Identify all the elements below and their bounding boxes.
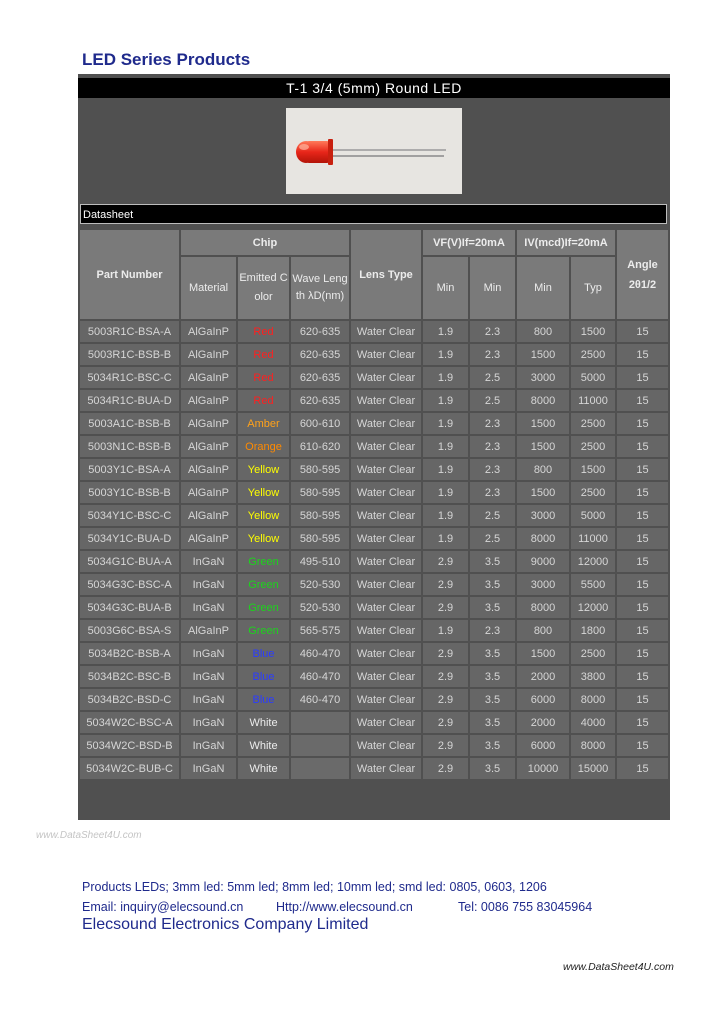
cell-vf-max: 3.5 bbox=[470, 712, 515, 733]
cell-lens-type: Water Clear bbox=[351, 597, 421, 618]
cell-vf-min: 1.9 bbox=[423, 482, 468, 503]
header-material: Material bbox=[181, 257, 236, 319]
cell-angle: 15 bbox=[617, 528, 668, 549]
cell-part-number: 5034G3C-BUA-B bbox=[80, 597, 179, 618]
cell-part-number: 5034B2C-BSC-B bbox=[80, 666, 179, 687]
page-title: LED Series Products bbox=[82, 50, 251, 69]
cell-vf-min: 1.9 bbox=[423, 367, 468, 388]
cell-wave-length bbox=[291, 712, 349, 733]
footer-products: Products LEDs; 3mm led: 5mm led; 8mm led; 10mm led; smd led: 0805, 0603, 1206 bbox=[82, 880, 547, 894]
cell-angle: 15 bbox=[617, 390, 668, 411]
cell-part-number: 5003A1C-BSB-B bbox=[80, 413, 179, 434]
cell-iv-typ: 2500 bbox=[571, 643, 615, 664]
cell-vf-max: 2.3 bbox=[470, 344, 515, 365]
cell-vf-min: 1.9 bbox=[423, 344, 468, 365]
cell-part-number: 5034W2C-BSC-A bbox=[80, 712, 179, 733]
cell-iv-min: 1500 bbox=[517, 643, 569, 664]
cell-iv-typ: 1800 bbox=[571, 620, 615, 641]
cell-emitted-color: Red bbox=[238, 390, 289, 411]
cell-wave-length: 520-530 bbox=[291, 574, 349, 595]
cell-iv-typ: 5000 bbox=[571, 367, 615, 388]
cell-lens-type: Water Clear bbox=[351, 620, 421, 641]
cell-lens-type: Water Clear bbox=[351, 390, 421, 411]
cell-part-number: 5003Y1C-BSA-A bbox=[80, 459, 179, 480]
table-row bbox=[80, 620, 668, 641]
cell-part-number: 5003G6C-BSA-S bbox=[80, 620, 179, 641]
cell-lens-type: Water Clear bbox=[351, 505, 421, 526]
cell-vf-max: 2.3 bbox=[470, 413, 515, 434]
cell-wave-length: 620-635 bbox=[291, 321, 349, 342]
cell-emitted-color: Amber bbox=[238, 413, 289, 434]
cell-lens-type: Water Clear bbox=[351, 459, 421, 480]
cell-lens-type: Water Clear bbox=[351, 735, 421, 756]
cell-iv-min: 6000 bbox=[517, 689, 569, 710]
cell-emitted-color: Blue bbox=[238, 689, 289, 710]
footer-website[interactable]: Http://www.elecsound.cn bbox=[276, 900, 413, 914]
cell-iv-min: 6000 bbox=[517, 735, 569, 756]
cell-vf-min: 2.9 bbox=[423, 551, 468, 572]
cell-material: AlGaInP bbox=[181, 344, 236, 365]
cell-iv-typ: 15000 bbox=[571, 758, 615, 779]
cell-iv-min: 1500 bbox=[517, 482, 569, 503]
cell-angle: 15 bbox=[617, 735, 668, 756]
watermark-left: www.DataSheet4U.com bbox=[36, 830, 142, 841]
cell-iv-typ: 11000 bbox=[571, 528, 615, 549]
header-iv-typ: Typ bbox=[571, 257, 615, 319]
cell-material: InGaN bbox=[181, 643, 236, 664]
header-vf: VF(V)If=20mA bbox=[423, 230, 515, 255]
header-iv-min: Min bbox=[517, 257, 569, 319]
cell-emitted-color: Red bbox=[238, 321, 289, 342]
cell-material: AlGaInP bbox=[181, 620, 236, 641]
table-row bbox=[80, 505, 668, 526]
cell-vf-max: 2.3 bbox=[470, 482, 515, 503]
cell-material: AlGaInP bbox=[181, 436, 236, 457]
cell-lens-type: Water Clear bbox=[351, 689, 421, 710]
cell-vf-min: 1.9 bbox=[423, 459, 468, 480]
table-row bbox=[80, 413, 668, 434]
cell-part-number: 5034Y1C-BUA-D bbox=[80, 528, 179, 549]
cell-emitted-color: Green bbox=[238, 597, 289, 618]
cell-iv-typ: 1500 bbox=[571, 459, 615, 480]
cell-material: AlGaInP bbox=[181, 413, 236, 434]
cell-vf-min: 2.9 bbox=[423, 712, 468, 733]
header-part-number: Part Number bbox=[80, 230, 179, 319]
cell-emitted-color: Green bbox=[238, 620, 289, 641]
cell-vf-max: 2.5 bbox=[470, 367, 515, 388]
cell-material: InGaN bbox=[181, 689, 236, 710]
cell-part-number: 5034Y1C-BSC-C bbox=[80, 505, 179, 526]
company-name: Elecsound Electronics Company Limited bbox=[82, 916, 369, 933]
cell-material: InGaN bbox=[181, 666, 236, 687]
cell-iv-min: 800 bbox=[517, 459, 569, 480]
table-row bbox=[80, 482, 668, 503]
cell-lens-type: Water Clear bbox=[351, 321, 421, 342]
footer-tel: Tel: 0086 755 83045964 bbox=[458, 900, 593, 914]
header-chip: Chip bbox=[181, 230, 349, 255]
cell-iv-typ: 2500 bbox=[571, 436, 615, 457]
table-row bbox=[80, 390, 668, 411]
cell-part-number: 5034R1C-BSC-C bbox=[80, 367, 179, 388]
header-iv: IV(mcd)If=20mA bbox=[517, 230, 615, 255]
table-row bbox=[80, 666, 668, 687]
cell-wave-length: 620-635 bbox=[291, 390, 349, 411]
cell-iv-min: 1500 bbox=[517, 413, 569, 434]
header-lens-type: Lens Type bbox=[351, 230, 421, 319]
cell-emitted-color: Yellow bbox=[238, 482, 289, 503]
cell-iv-min: 2000 bbox=[517, 666, 569, 687]
red-led-icon bbox=[286, 108, 462, 194]
table-row bbox=[80, 735, 668, 756]
cell-angle: 15 bbox=[617, 321, 668, 342]
cell-material: InGaN bbox=[181, 597, 236, 618]
watermark-right: www.DataSheet4U.com bbox=[563, 961, 674, 973]
cell-iv-min: 3000 bbox=[517, 367, 569, 388]
cell-wave-length: 580-595 bbox=[291, 528, 349, 549]
cell-wave-length: 460-470 bbox=[291, 666, 349, 687]
cell-vf-min: 1.9 bbox=[423, 436, 468, 457]
cell-emitted-color: Yellow bbox=[238, 528, 289, 549]
cell-emitted-color: Red bbox=[238, 367, 289, 388]
cell-wave-length: 580-595 bbox=[291, 482, 349, 503]
table-row bbox=[80, 321, 668, 342]
cell-iv-min: 1500 bbox=[517, 436, 569, 457]
cell-part-number: 5034G3C-BSC-A bbox=[80, 574, 179, 595]
cell-wave-length: 580-595 bbox=[291, 505, 349, 526]
cell-emitted-color: Green bbox=[238, 574, 289, 595]
cell-iv-typ: 1500 bbox=[571, 321, 615, 342]
cell-part-number: 5003R1C-BSA-A bbox=[80, 321, 179, 342]
table-row bbox=[80, 344, 668, 365]
datasheet-bar: Datasheet bbox=[80, 204, 667, 224]
cell-angle: 15 bbox=[617, 643, 668, 664]
header-vf-max: Min bbox=[470, 257, 515, 319]
cell-part-number: 5034W2C-BSD-B bbox=[80, 735, 179, 756]
cell-lens-type: Water Clear bbox=[351, 344, 421, 365]
table-row bbox=[80, 643, 668, 664]
cell-iv-typ: 11000 bbox=[571, 390, 615, 411]
cell-wave-length: 610-620 bbox=[291, 436, 349, 457]
cell-angle: 15 bbox=[617, 459, 668, 480]
cell-vf-max: 3.5 bbox=[470, 597, 515, 618]
cell-vf-min: 2.9 bbox=[423, 574, 468, 595]
product-title: T-1 3/4 (5mm) Round LED bbox=[78, 78, 670, 98]
cell-iv-min: 800 bbox=[517, 620, 569, 641]
cell-wave-length: 495-510 bbox=[291, 551, 349, 572]
table-row bbox=[80, 689, 668, 710]
cell-emitted-color: White bbox=[238, 712, 289, 733]
cell-vf-max: 3.5 bbox=[470, 735, 515, 756]
cell-iv-typ: 2500 bbox=[571, 344, 615, 365]
cell-wave-length: 620-635 bbox=[291, 367, 349, 388]
cell-material: AlGaInP bbox=[181, 367, 236, 388]
cell-emitted-color: White bbox=[238, 735, 289, 756]
cell-iv-typ: 5000 bbox=[571, 505, 615, 526]
cell-vf-max: 2.5 bbox=[470, 528, 515, 549]
cell-vf-max: 3.5 bbox=[470, 551, 515, 572]
cell-vf-max: 3.5 bbox=[470, 574, 515, 595]
cell-vf-min: 2.9 bbox=[423, 758, 468, 779]
cell-wave-length: 600-610 bbox=[291, 413, 349, 434]
cell-part-number: 5003Y1C-BSB-B bbox=[80, 482, 179, 503]
cell-vf-max: 2.3 bbox=[470, 436, 515, 457]
footer-email: Email: inquiry@elecsound.cn bbox=[82, 900, 244, 914]
cell-iv-min: 8000 bbox=[517, 390, 569, 411]
cell-part-number: 5034G1C-BUA-A bbox=[80, 551, 179, 572]
cell-emitted-color: Red bbox=[238, 344, 289, 365]
cell-angle: 15 bbox=[617, 758, 668, 779]
cell-lens-type: Water Clear bbox=[351, 643, 421, 664]
cell-emitted-color: Green bbox=[238, 551, 289, 572]
cell-angle: 15 bbox=[617, 666, 668, 687]
table-row bbox=[80, 367, 668, 388]
cell-angle: 15 bbox=[617, 413, 668, 434]
cell-part-number: 5003R1C-BSB-B bbox=[80, 344, 179, 365]
cell-vf-max: 2.3 bbox=[470, 620, 515, 641]
led-spec-table bbox=[78, 228, 670, 781]
cell-iv-typ: 4000 bbox=[571, 712, 615, 733]
cell-vf-min: 2.9 bbox=[423, 735, 468, 756]
cell-material: AlGaInP bbox=[181, 390, 236, 411]
cell-vf-min: 1.9 bbox=[423, 413, 468, 434]
cell-angle: 15 bbox=[617, 367, 668, 388]
cell-material: InGaN bbox=[181, 712, 236, 733]
red-led-photo bbox=[286, 108, 462, 194]
cell-angle: 15 bbox=[617, 551, 668, 572]
cell-angle: 15 bbox=[617, 689, 668, 710]
cell-wave-length: 580-595 bbox=[291, 459, 349, 480]
header-emitted-color: Emitted C olor bbox=[238, 257, 289, 319]
cell-emitted-color: White bbox=[238, 758, 289, 779]
cell-wave-length bbox=[291, 758, 349, 779]
cell-iv-min: 1500 bbox=[517, 344, 569, 365]
cell-vf-min: 1.9 bbox=[423, 620, 468, 641]
table-row bbox=[80, 436, 668, 457]
cell-emitted-color: Blue bbox=[238, 643, 289, 664]
table-row bbox=[80, 528, 668, 549]
cell-vf-max: 2.3 bbox=[470, 459, 515, 480]
cell-wave-length: 565-575 bbox=[291, 620, 349, 641]
cell-vf-min: 2.9 bbox=[423, 666, 468, 687]
cell-material: AlGaInP bbox=[181, 528, 236, 549]
cell-vf-min: 1.9 bbox=[423, 390, 468, 411]
cell-part-number: 5034B2C-BSD-C bbox=[80, 689, 179, 710]
header-angle: Angle 2θ1/2 bbox=[617, 230, 668, 319]
cell-material: InGaN bbox=[181, 551, 236, 572]
table-row bbox=[80, 758, 668, 779]
cell-iv-min: 8000 bbox=[517, 597, 569, 618]
table-row bbox=[80, 551, 668, 572]
cell-part-number: 5003N1C-BSB-B bbox=[80, 436, 179, 457]
cell-part-number: 5034W2C-BUB-C bbox=[80, 758, 179, 779]
cell-vf-min: 1.9 bbox=[423, 505, 468, 526]
cell-angle: 15 bbox=[617, 344, 668, 365]
cell-lens-type: Water Clear bbox=[351, 712, 421, 733]
cell-iv-typ: 2500 bbox=[571, 413, 615, 434]
cell-angle: 15 bbox=[617, 482, 668, 503]
cell-lens-type: Water Clear bbox=[351, 413, 421, 434]
table-row bbox=[80, 459, 668, 480]
cell-angle: 15 bbox=[617, 505, 668, 526]
cell-lens-type: Water Clear bbox=[351, 574, 421, 595]
cell-iv-typ: 3800 bbox=[571, 666, 615, 687]
cell-vf-min: 1.9 bbox=[423, 528, 468, 549]
cell-angle: 15 bbox=[617, 436, 668, 457]
cell-part-number: 5034B2C-BSB-A bbox=[80, 643, 179, 664]
cell-lens-type: Water Clear bbox=[351, 436, 421, 457]
cell-part-number: 5034R1C-BUA-D bbox=[80, 390, 179, 411]
cell-lens-type: Water Clear bbox=[351, 528, 421, 549]
cell-wave-length: 520-530 bbox=[291, 597, 349, 618]
cell-material: InGaN bbox=[181, 758, 236, 779]
cell-lens-type: Water Clear bbox=[351, 367, 421, 388]
cell-material: InGaN bbox=[181, 735, 236, 756]
cell-angle: 15 bbox=[617, 712, 668, 733]
cell-vf-min: 2.9 bbox=[423, 643, 468, 664]
cell-emitted-color: Yellow bbox=[238, 459, 289, 480]
cell-iv-typ: 8000 bbox=[571, 689, 615, 710]
cell-angle: 15 bbox=[617, 620, 668, 641]
cell-iv-typ: 5500 bbox=[571, 574, 615, 595]
cell-wave-length: 460-470 bbox=[291, 689, 349, 710]
cell-iv-typ: 12000 bbox=[571, 597, 615, 618]
cell-iv-min: 2000 bbox=[517, 712, 569, 733]
cell-vf-min: 2.9 bbox=[423, 597, 468, 618]
cell-iv-min: 10000 bbox=[517, 758, 569, 779]
cell-wave-length: 620-635 bbox=[291, 344, 349, 365]
cell-vf-max: 2.3 bbox=[470, 321, 515, 342]
cell-vf-max: 3.5 bbox=[470, 758, 515, 779]
table-row bbox=[80, 712, 668, 733]
product-panel bbox=[78, 74, 670, 820]
cell-material: AlGaInP bbox=[181, 459, 236, 480]
table-row bbox=[80, 597, 668, 618]
cell-vf-max: 3.5 bbox=[470, 643, 515, 664]
cell-lens-type: Water Clear bbox=[351, 666, 421, 687]
cell-lens-type: Water Clear bbox=[351, 758, 421, 779]
cell-wave-length: 460-470 bbox=[291, 643, 349, 664]
spec-table-body bbox=[80, 321, 668, 779]
cell-iv-typ: 12000 bbox=[571, 551, 615, 572]
header-vf-min: Min bbox=[423, 257, 468, 319]
cell-vf-max: 3.5 bbox=[470, 666, 515, 687]
cell-iv-min: 9000 bbox=[517, 551, 569, 572]
cell-material: AlGaInP bbox=[181, 505, 236, 526]
cell-emitted-color: Yellow bbox=[238, 505, 289, 526]
cell-emitted-color: Blue bbox=[238, 666, 289, 687]
cell-iv-min: 3000 bbox=[517, 574, 569, 595]
cell-angle: 15 bbox=[617, 597, 668, 618]
cell-iv-min: 3000 bbox=[517, 505, 569, 526]
cell-lens-type: Water Clear bbox=[351, 551, 421, 572]
cell-iv-typ: 8000 bbox=[571, 735, 615, 756]
cell-wave-length bbox=[291, 735, 349, 756]
cell-vf-max: 2.5 bbox=[470, 505, 515, 526]
cell-material: AlGaInP bbox=[181, 321, 236, 342]
cell-iv-min: 8000 bbox=[517, 528, 569, 549]
cell-material: AlGaInP bbox=[181, 482, 236, 503]
cell-material: InGaN bbox=[181, 574, 236, 595]
cell-lens-type: Water Clear bbox=[351, 482, 421, 503]
cell-vf-min: 1.9 bbox=[423, 321, 468, 342]
cell-emitted-color: Orange bbox=[238, 436, 289, 457]
cell-angle: 15 bbox=[617, 574, 668, 595]
cell-vf-min: 2.9 bbox=[423, 689, 468, 710]
header-wave-length: Wave Leng th λD(nm) bbox=[291, 257, 349, 319]
cell-vf-max: 2.5 bbox=[470, 390, 515, 411]
table-row bbox=[80, 574, 668, 595]
cell-vf-max: 3.5 bbox=[470, 689, 515, 710]
cell-iv-min: 800 bbox=[517, 321, 569, 342]
cell-iv-typ: 2500 bbox=[571, 482, 615, 503]
